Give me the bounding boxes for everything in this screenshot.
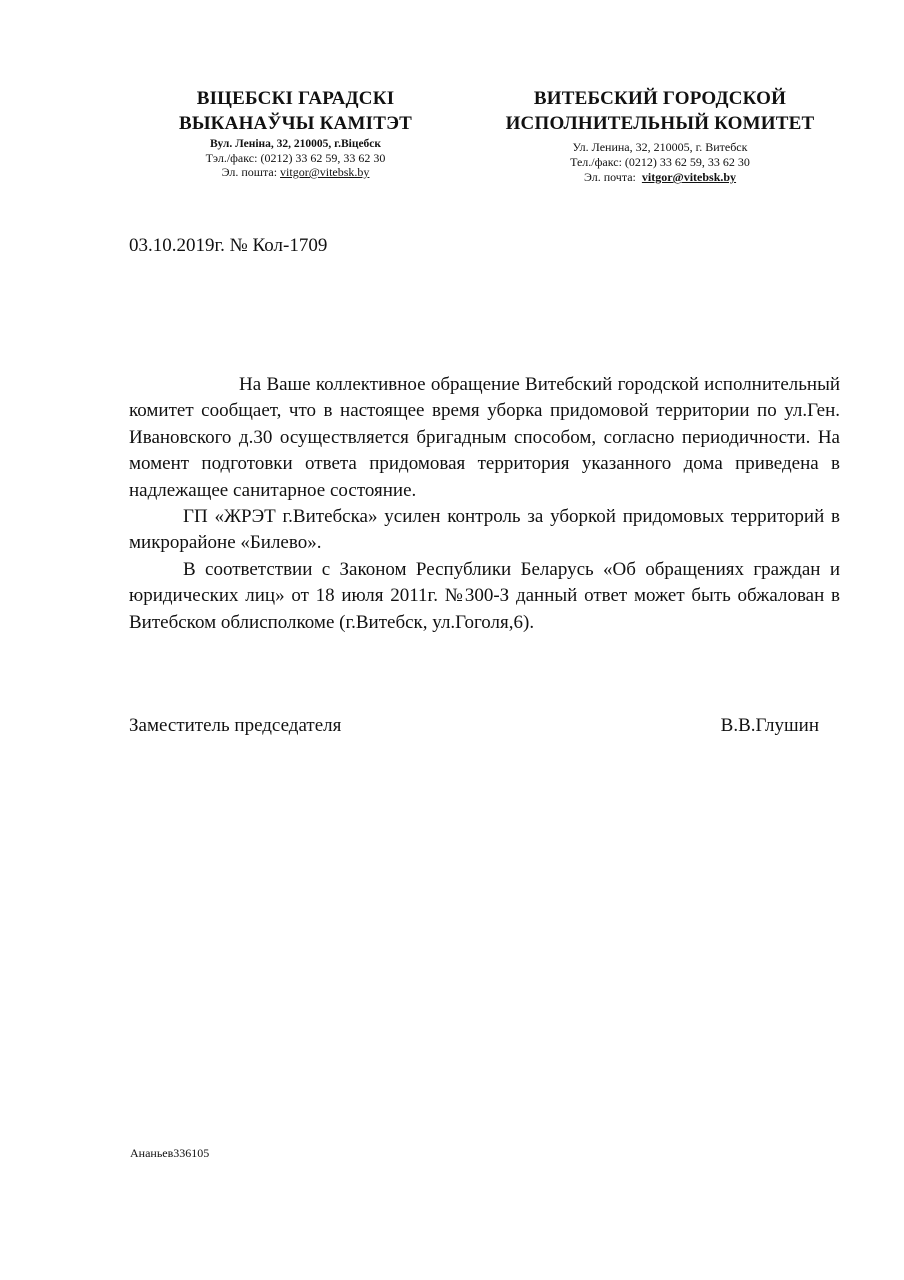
email-line-be (168, 165, 423, 179)
body-paragraph-2: ГП «ЖРЭТ г.Витебска» усилен контроль за уборкой придомовых территорий в микрорайоне «Билево». (129, 506, 840, 554)
org-name-ru-line1: ВИТЕБСКИЙ ГОРОДСКОЙ (533, 88, 787, 109)
phone-be: Тэл./факс: (0212) 33 62 59, 33 62 30 (205, 151, 386, 165)
email-link-be[interactable]: vitgor@vitebsk.by (280, 165, 370, 179)
email-link-ru[interactable]: vitgor@vitebsk.by (641, 170, 737, 184)
signature-title: Заместитель председателя (129, 715, 342, 736)
org-name-ru-line2: ИСПОЛНИТЕЛЬНЫЙ КОМИТЕТ (505, 113, 815, 134)
letterhead-belarusian (168, 86, 423, 179)
letter-body (129, 372, 840, 636)
email-label-ru: Эл. почта: (583, 170, 642, 184)
address-be: Вул. Леніна, 32, 210005, г.Віцебск (209, 138, 382, 150)
executor-note: Ананьев336105 (130, 1146, 210, 1160)
email-label-be: Эл. пошта: (221, 165, 281, 179)
letterhead-russian (492, 86, 828, 185)
body-paragraph-1: На Ваше коллективное обращение Витебский городской исполнительный комитет сообщает, что в настоящее время уборка придомовой территории по ул.Ген. Ивановского д.30 осуществляется бригадным способом, согласно периодичности. На момент подготовки ответа придомовая территория указанного дома приведена в надлежащее санитарное состояние. (129, 374, 840, 501)
body-paragraph-3: В соответствии с Законом Республики Беларусь «Об обращениях граждан и юридических лиц» от 18 июля 2011г. №300-З данный ответ может быть обжалован в Витебском облисполкоме (г.Витебск, ул.Гоголя,6). (129, 558, 840, 633)
date-and-number: 03.10.2019г. № Кол-1709 (129, 235, 328, 256)
org-name-be-line2: ВЫКАНАЎЧЫ КАМІТЭТ (178, 113, 413, 134)
signature-name: В.В.Глушин (720, 715, 819, 736)
address-ru: Ул. Ленина, 32, 210005, г. Витебск (572, 140, 748, 154)
org-name-be-line1: ВІЦЕБСКІ ГАРАДСКІ (196, 88, 395, 109)
phone-ru: Тел./факс: (0212) 33 62 59, 33 62 30 (570, 155, 750, 169)
email-line-ru (492, 170, 828, 185)
